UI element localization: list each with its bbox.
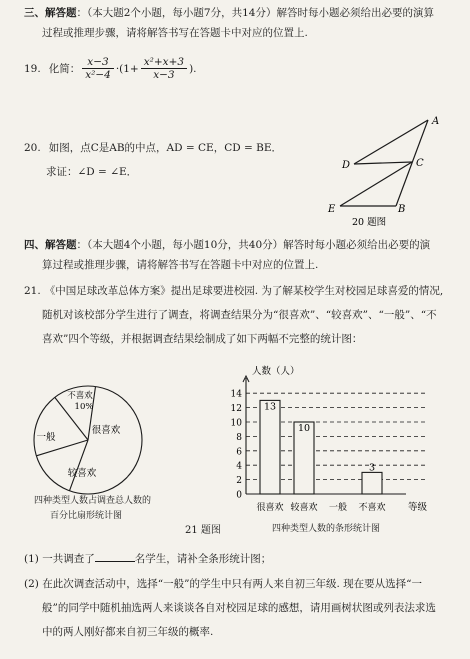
point-label-c: C <box>416 158 424 169</box>
bar-y-tick-label: 10 <box>230 418 242 429</box>
figure-caption-21: 21 题图 <box>185 525 221 536</box>
bar-category-label: 较喜欢 <box>290 503 318 513</box>
pie-caption-line1: 四种类型人数占调查总人数的 <box>34 496 152 506</box>
q19-number: 19. <box>24 62 41 75</box>
bar-y-tick-label: 12 <box>230 404 242 415</box>
q20-caption: 20 题图 <box>352 217 387 228</box>
q20-line1: 20. 如图，点C是AB的中点，AD = CE，CD = BE． <box>24 142 283 154</box>
bar-y-tick-label: 0 <box>236 490 242 501</box>
bar-category-label: 很喜欢 <box>256 503 284 513</box>
q19-open-paren: (1+ <box>119 62 139 75</box>
pie-chart <box>28 380 148 500</box>
q19-dot: · <box>115 62 120 75</box>
section3-title: 三、解答题 <box>24 7 77 19</box>
bar-y-tick-label: 6 <box>236 447 242 458</box>
bar-category-label: 一般 <box>328 503 348 513</box>
bar-category-label: 不喜欢 <box>358 503 386 513</box>
point-label-d: D <box>342 160 351 171</box>
q19-close-paren: ). <box>189 62 197 75</box>
point-label-e: E <box>328 204 336 215</box>
pie-divider-verylike-like <box>70 440 89 491</box>
answer-blank[interactable] <box>95 551 135 562</box>
pie-label-very-like: 很喜欢 <box>91 425 121 436</box>
section3-heading <box>24 5 434 20</box>
bar-y-tick-label: 2 <box>236 476 242 487</box>
bar-y-tick-label: 8 <box>236 432 242 443</box>
section4-heading <box>24 237 430 252</box>
bar-x-axis-label: 等级 <box>408 502 428 513</box>
bar-3 <box>362 472 382 494</box>
bar-value-label: 10 <box>297 423 311 434</box>
q19-prompt: 化简： <box>48 63 81 75</box>
section3-line2: 过程或推理步骤，请将解答书写在答题卡中对应的位置上. <box>42 27 308 39</box>
q21-sub2-line3: 中的两人刚好都来自初三年级的概率. <box>42 626 214 638</box>
section4-line2: 算过程或推理步骤，请将解答书写在答题卡中对应的位置上. <box>42 259 319 271</box>
q19-fraction-1: $\frac{x-3}{\text{x²−4}}$ <box>82 56 114 81</box>
bar-bars <box>260 400 382 494</box>
bar-chart <box>224 364 444 516</box>
bar-y-tick-label: 4 <box>236 461 242 472</box>
section4-title: 四、解答题 <box>24 239 77 251</box>
bar-value-label: 13 <box>263 401 277 413</box>
point-label-a: A <box>432 116 440 127</box>
section4-line1: ：（本大题4个小题，每小题10分，共40分）解答时每小题必须给出必要的演 <box>76 239 431 251</box>
pie-label-like: 较喜欢 <box>67 468 97 479</box>
bar-y-ticks <box>231 390 243 501</box>
q20-geometry-figure <box>326 110 446 230</box>
q21-sub1: (1) 一共调查了 名学生，请补全条形统计图； <box>24 553 272 565</box>
bar-x-labels <box>256 501 385 513</box>
pie-caption-line2: 百分比扇形统计图 <box>50 511 123 521</box>
bar-y-axis-label: 人数（人） <box>252 366 300 377</box>
pie-label-average: 一般 <box>36 432 56 443</box>
q21-line1: 21. 《中国足球改革总体方案》提出足球要进校园. 为了解某校学生对校园足球喜爱的情况, <box>24 285 444 297</box>
q19-fraction-2: $\frac{\text{x²+x+3}}{x-3}$ <box>141 56 187 81</box>
pie-label-dislike: 不喜欢 <box>67 391 93 401</box>
bar-value-label: 3 <box>368 462 376 474</box>
q21-sub2-line1: (2) 在此次调查活动中，选择“一般”的学生中只有两人来自初三年级. 现在要从选择“一 <box>24 578 422 590</box>
q21-line2: 随机对该校部分学生进行了调查，将调查结果分为“很喜欢”、“较喜欢”、“一般”、“不 <box>42 309 437 321</box>
bar-0 <box>260 400 280 494</box>
q21-line3: 喜欢”四个等级，并根据调查结果绘制成了如下两幅不完整的统计图： <box>42 333 363 345</box>
bar-y-tick-label: 14 <box>230 389 242 400</box>
section3-line1: ：（本大题2个小题，每小题7分，共14分）解答时每小题必须给出必要的演算 <box>76 7 434 19</box>
bar-caption: 四种类型人数的条形统计图 <box>272 524 381 534</box>
point-label-b: B <box>398 204 406 215</box>
q21-sub2-line2: 般”的同学中随机抽选两人来谈谈各自对校园足球的感想，请用画树状图或列表法求选 <box>42 602 436 614</box>
question-19 <box>24 56 197 81</box>
pie-value-dislike: 10% <box>74 402 94 412</box>
q20-line2: 求证：∠D = ∠E． <box>46 166 138 178</box>
